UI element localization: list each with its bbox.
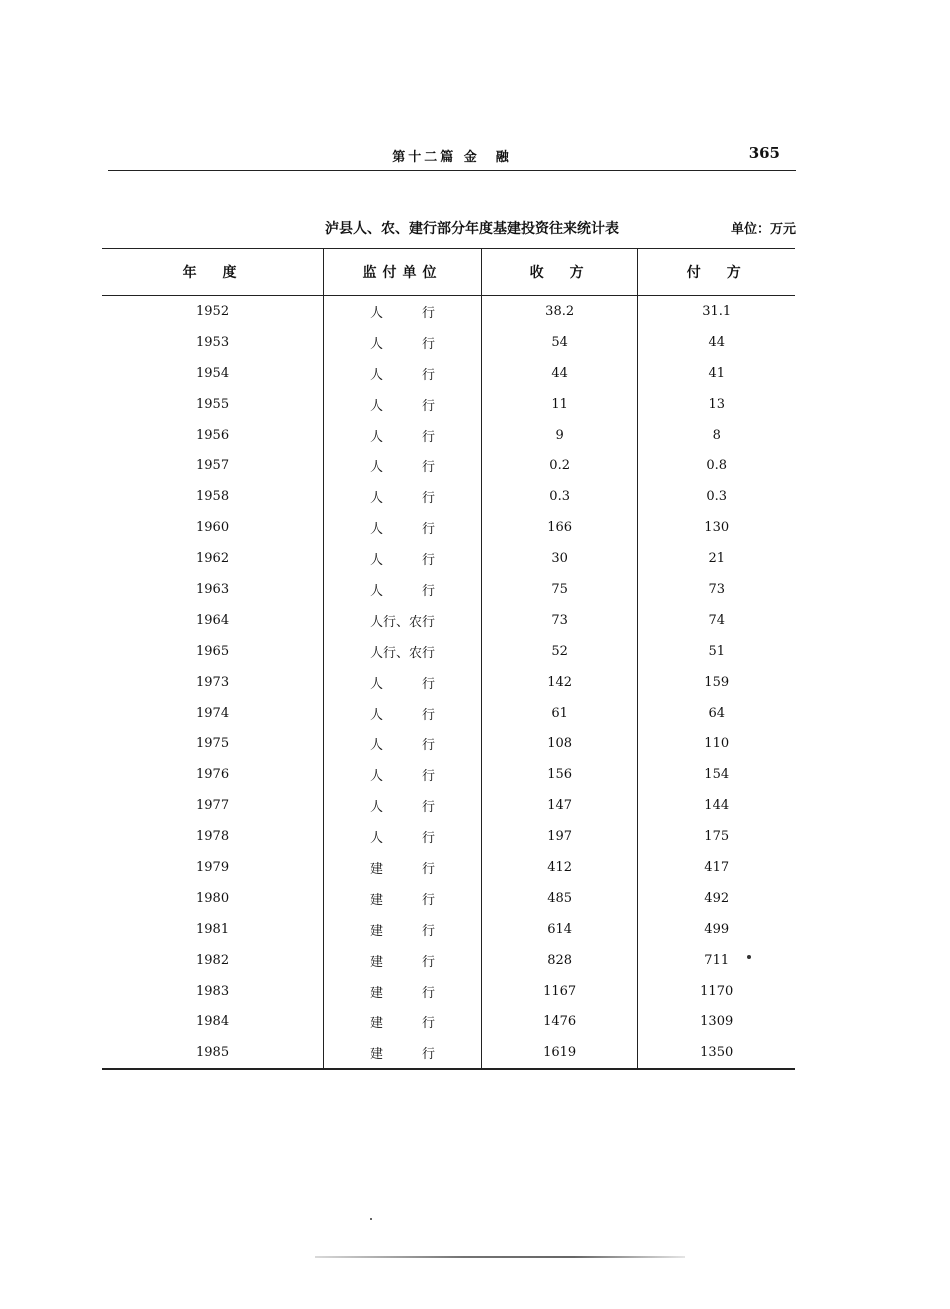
payments-cell: 8 — [638, 420, 795, 451]
table-row — [102, 759, 795, 790]
payments-cell: 31.1 — [638, 296, 795, 327]
table-row — [102, 790, 795, 821]
receipts-cell: 54 — [481, 327, 638, 358]
year-cell: 1973 — [196, 674, 230, 690]
unit-cell: 建 行 — [324, 945, 482, 976]
section-title: 第十二篇 金 融 — [392, 150, 512, 165]
table-row — [102, 389, 795, 420]
table-row — [102, 481, 795, 512]
payments-cell: 154 — [638, 759, 795, 790]
table-row — [102, 450, 795, 481]
payments-cell: 0.3 — [638, 481, 795, 512]
receipts-cell: 75 — [481, 574, 638, 605]
year-cell: 1974 — [196, 705, 230, 721]
unit-cell: 人 行 — [324, 698, 482, 729]
receipts-cell: 485 — [481, 883, 638, 914]
table-row — [102, 420, 795, 451]
table-row — [102, 358, 795, 389]
scan-speck — [747, 955, 751, 959]
unit-cell: 人 行 — [324, 327, 482, 358]
unit-cell: 建 行 — [324, 976, 482, 1007]
column-header-year: 年 度 — [102, 249, 324, 296]
payments-cell: 1350 — [638, 1037, 795, 1069]
unit-cell: 人 行 — [324, 481, 482, 512]
scan-speck — [370, 1218, 372, 1220]
unit-cell: 人 行 — [324, 389, 482, 420]
table-row — [102, 543, 795, 574]
receipts-cell: 142 — [481, 667, 638, 698]
receipts-cell: 61 — [481, 698, 638, 729]
year-cell: 1984 — [196, 1014, 230, 1030]
receipts-cell: 0.3 — [481, 481, 638, 512]
year-cell: 1977 — [196, 798, 230, 814]
receipts-cell: 1619 — [481, 1037, 638, 1069]
receipts-cell: 0.2 — [481, 450, 638, 481]
unit-cell: 人 行 — [324, 821, 482, 852]
payments-cell: 64 — [638, 698, 795, 729]
unit-cell: 建 行 — [324, 914, 482, 945]
unit-cell: 人 行 — [324, 759, 482, 790]
unit-cell: 人 行 — [324, 296, 482, 327]
year-cell: 1953 — [196, 334, 230, 350]
running-header — [108, 140, 796, 171]
table-body — [102, 296, 795, 1070]
unit-cell: 人行、农行 — [324, 636, 482, 667]
table-row — [102, 667, 795, 698]
year-cell: 1985 — [196, 1045, 230, 1061]
payments-cell: 73 — [638, 574, 795, 605]
table-row — [102, 914, 795, 945]
receipts-cell: 1476 — [481, 1006, 638, 1037]
receipts-cell: 156 — [481, 759, 638, 790]
receipts-cell: 108 — [481, 728, 638, 759]
year-cell: 1981 — [196, 921, 230, 937]
year-cell: 1952 — [196, 303, 230, 319]
table-caption — [108, 218, 796, 240]
statistics-table — [102, 248, 795, 1070]
table-row — [102, 883, 795, 914]
unit-cell: 建 行 — [324, 1037, 482, 1069]
unit-note: 单位：万元 — [730, 222, 796, 237]
receipts-cell: 1167 — [481, 976, 638, 1007]
receipts-cell: 11 — [481, 389, 638, 420]
year-cell: 1963 — [196, 581, 230, 597]
year-cell: 1983 — [196, 983, 230, 999]
year-cell: 1964 — [196, 612, 230, 628]
unit-cell: 人 行 — [324, 543, 482, 574]
unit-cell: 人 行 — [324, 450, 482, 481]
year-cell: 1980 — [196, 890, 230, 906]
column-header-receipts: 收 方 — [481, 249, 638, 296]
table-row — [102, 852, 795, 883]
year-cell: 1962 — [196, 551, 230, 567]
payments-cell: 51 — [638, 636, 795, 667]
table-row — [102, 821, 795, 852]
unit-cell: 人 行 — [324, 728, 482, 759]
year-cell: 1979 — [196, 859, 230, 875]
receipts-cell: 614 — [481, 914, 638, 945]
table-row — [102, 976, 795, 1007]
payments-cell: 492 — [638, 883, 795, 914]
unit-cell: 人 行 — [324, 790, 482, 821]
scan-artifact-line — [315, 1256, 685, 1258]
receipts-cell: 44 — [481, 358, 638, 389]
payments-cell: 13 — [638, 389, 795, 420]
unit-cell: 人 行 — [324, 667, 482, 698]
receipts-cell: 412 — [481, 852, 638, 883]
year-cell: 1982 — [196, 952, 230, 968]
receipts-cell: 197 — [481, 821, 638, 852]
unit-cell: 人 行 — [324, 574, 482, 605]
table-title: 泸县人、农、建行部分年度基建投资往来统计表 — [325, 221, 619, 237]
year-cell: 1965 — [196, 643, 230, 659]
receipts-cell: 9 — [481, 420, 638, 451]
year-cell: 1955 — [196, 396, 230, 412]
year-cell: 1956 — [196, 427, 230, 443]
table-row — [102, 698, 795, 729]
table-row — [102, 1037, 795, 1069]
payments-cell: 1309 — [638, 1006, 795, 1037]
table-row — [102, 296, 795, 327]
unit-cell: 人行、农行 — [324, 605, 482, 636]
payments-cell: 1170 — [638, 976, 795, 1007]
unit-cell: 人 行 — [324, 512, 482, 543]
table-row — [102, 728, 795, 759]
payments-cell: 499 — [638, 914, 795, 945]
receipts-cell: 38.2 — [481, 296, 638, 327]
payments-cell: 711 — [638, 945, 795, 976]
payments-cell: 175 — [638, 821, 795, 852]
column-header-payments: 付 方 — [638, 249, 795, 296]
payments-cell: 44 — [638, 327, 795, 358]
year-cell: 1958 — [196, 489, 230, 505]
payments-cell: 159 — [638, 667, 795, 698]
payments-cell: 21 — [638, 543, 795, 574]
year-cell: 1957 — [196, 458, 230, 474]
payments-cell: 130 — [638, 512, 795, 543]
payments-cell: 144 — [638, 790, 795, 821]
payments-cell: 110 — [638, 728, 795, 759]
payments-cell: 0.8 — [638, 450, 795, 481]
table-row — [102, 605, 795, 636]
year-cell: 1954 — [196, 365, 230, 381]
year-cell: 1960 — [196, 520, 230, 536]
receipts-cell: 828 — [481, 945, 638, 976]
column-header-unit: 监付单位 — [324, 249, 482, 296]
table-row — [102, 512, 795, 543]
payments-cell: 41 — [638, 358, 795, 389]
year-cell: 1975 — [196, 736, 230, 752]
unit-cell: 人 行 — [324, 420, 482, 451]
unit-cell: 人 行 — [324, 358, 482, 389]
table-row — [102, 1006, 795, 1037]
receipts-cell: 52 — [481, 636, 638, 667]
receipts-cell: 147 — [481, 790, 638, 821]
receipts-cell: 30 — [481, 543, 638, 574]
receipts-cell: 166 — [481, 512, 638, 543]
unit-cell: 建 行 — [324, 1006, 482, 1037]
table-row — [102, 945, 795, 976]
table-row — [102, 636, 795, 667]
table-header-row — [102, 249, 795, 296]
payments-cell: 74 — [638, 605, 795, 636]
unit-cell: 建 行 — [324, 883, 482, 914]
year-cell: 1976 — [196, 767, 230, 783]
table-row — [102, 574, 795, 605]
unit-cell: 建 行 — [324, 852, 482, 883]
table-row — [102, 327, 795, 358]
receipts-cell: 73 — [481, 605, 638, 636]
payments-cell: 417 — [638, 852, 795, 883]
year-cell: 1978 — [196, 829, 230, 845]
page-number: 365 — [748, 144, 780, 162]
